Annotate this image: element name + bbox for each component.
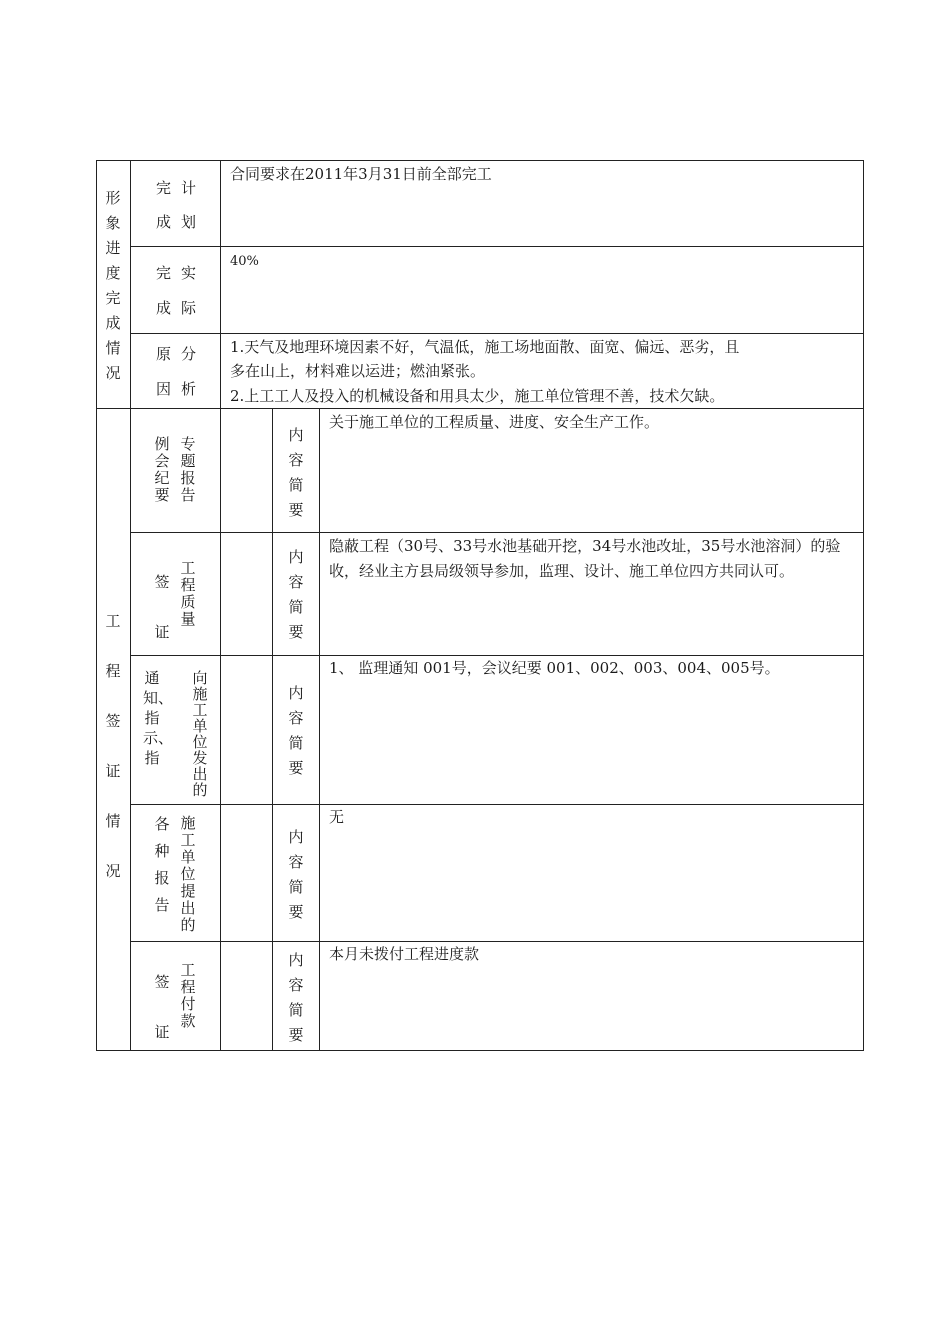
grid-line [130,655,864,656]
row4-content: 无 [329,808,345,826]
analysis-line-2: 多在山上，材料难以运进；燃油紧张。 [230,362,486,380]
content-summary-label: 内容简要 [288,828,304,921]
planned-label-b: 计 [181,179,197,197]
meeting-minutes-label: 例会纪要 [154,435,170,504]
actual-label-c: 成 [156,299,172,317]
actual-label-b: 实 [181,264,197,282]
actual-content: 40% [230,254,259,269]
row1-content: 关于施工单位的工程质量、进度、安全生产工作。 [329,413,660,431]
planned-label-a: 完 [156,179,172,197]
analysis-line-1: 1.天气及地理环境因素不好，气温低，施工场地面散、面宽、偏远、恶劣，且 [230,338,740,356]
grid-line [130,246,864,247]
content-summary-label: 内容简要 [288,426,304,519]
row5-content: 本月未拨付工程进度款 [329,945,480,963]
section-divider [96,408,864,409]
grid-line [319,408,320,1051]
section-label-visa [104,596,122,896]
notice-label: 通知、指示、指 [143,669,174,767]
issued-label: 向施工单位发出的 [192,669,208,799]
actual-label-a: 完 [156,264,172,282]
visa-label: 签证 [154,573,170,641]
planned-label-c: 成 [156,213,172,231]
actual-label-d: 际 [181,299,197,317]
content-summary-label: 内容简要 [288,684,304,777]
analysis-line-3: 2.上工工人及投入的机械设备和用具太少，施工单位管理不善，技术欠缺。 [230,387,725,405]
grid-line [130,804,864,805]
grid-line [130,532,864,533]
section-label-progress: 形象进度完成情况 [105,189,121,382]
row2-content: 隐蔽工程（30号、33号水池基础开挖，34号水池改址，35号水池溶洞）的验收，经业主方县局级领导参加，监理、设计、施工单位四方共同认可。 [329,537,841,580]
section-label-visa-text: 工程签证情况 [105,612,121,880]
contractor-label: 施工单位提出的 [180,814,196,934]
content-summary-label: 内容简要 [288,548,304,641]
table-border-left [96,160,97,1051]
quality-label: 工程质量 [180,559,196,628]
analysis-label-c: 因 [156,380,172,398]
table-border-top [96,160,864,161]
payment-label: 工程付款 [180,961,196,1030]
content-summary-label: 内容简要 [288,951,304,1044]
planned-content: 合同要求在2011年3月31日前全部完工 [230,165,492,183]
table-border-bottom [96,1050,864,1051]
table-border-right [863,160,864,1051]
analysis-label-a: 原 [156,345,172,363]
grid-line [272,408,273,1051]
visa-label: 签证 [154,973,170,1041]
analysis-label-b: 分 [181,345,197,363]
row3-content: 1、 监理通知 001号，会议纪要 001、002、003、004、005号。 [329,659,780,677]
grid-line [130,941,864,942]
analysis-label-d: 析 [181,380,197,398]
reports-label: 各种报告 [154,815,170,914]
grid-line [130,333,864,334]
special-report-label: 专题报告 [180,435,196,504]
planned-label-d: 划 [181,213,197,231]
grid-line [220,160,221,1051]
grid-line [130,160,131,1051]
